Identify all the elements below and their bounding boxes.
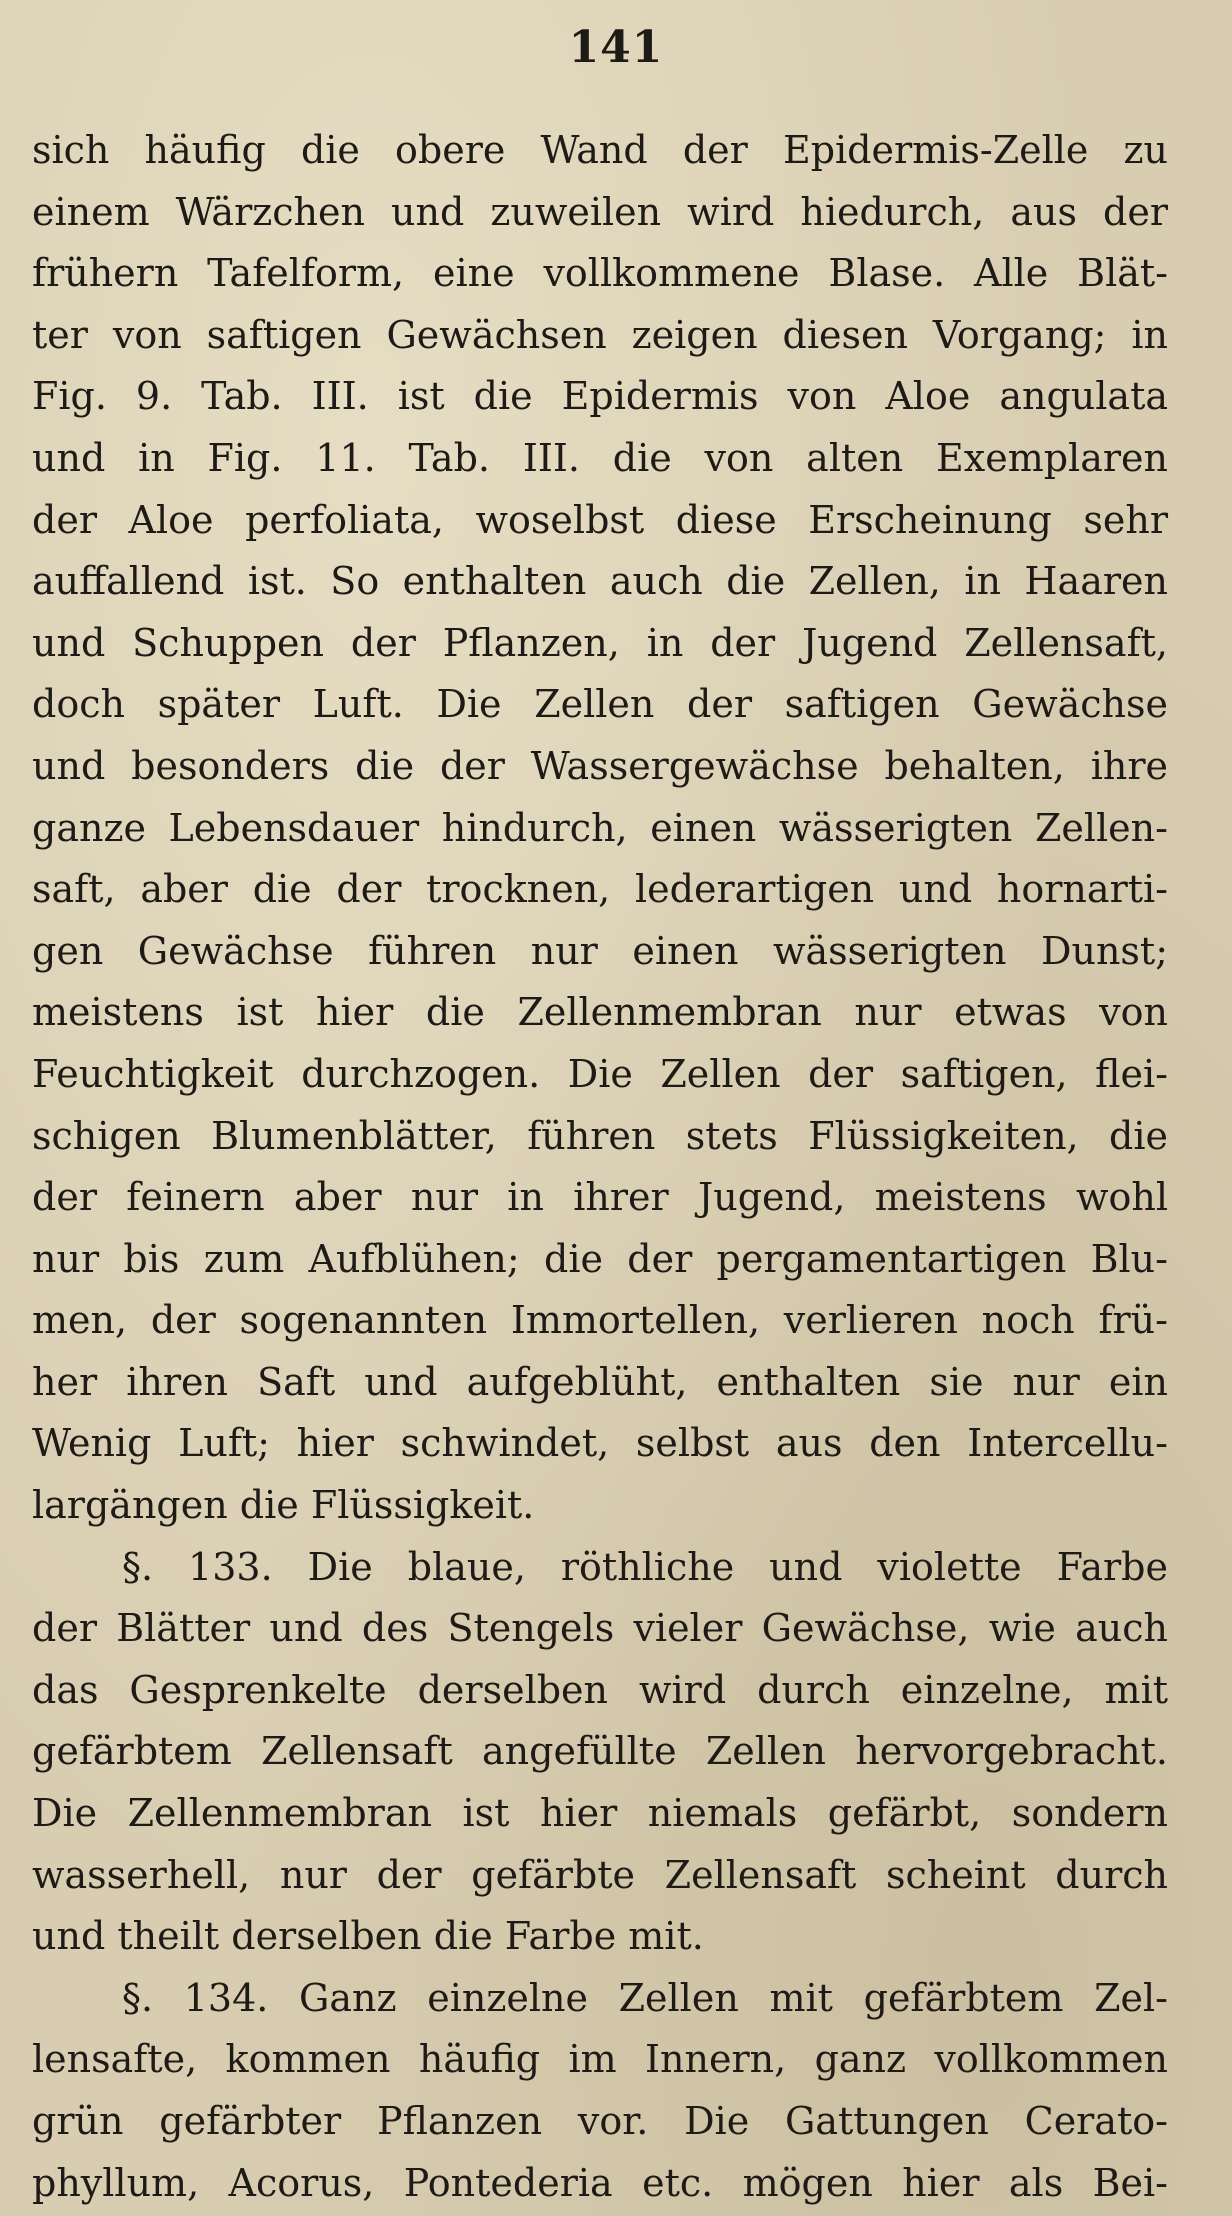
text-line: und theilt derselben die Farbe mit. bbox=[32, 1914, 704, 1959]
text-line: frühern Tafelform, eine vollkommene Blase. Alle Blät- bbox=[32, 251, 1168, 296]
text-line: Feuchtigkeit durchzogen. Die Zellen der saftigen, flei- bbox=[32, 1051, 1168, 1096]
text-line: Die Zellenmembran ist hier niemals gefärbt, sondern bbox=[32, 1791, 1168, 1836]
text-line: grün gefärbter Pflanzen vor. Die Gattungen Cerato- bbox=[32, 2099, 1168, 2143]
text-line: §. 133. Die blaue, röthliche und violette Farbe bbox=[122, 1544, 1168, 1589]
text-line: schigen Blumenblätter, führen stets Flüssigkeiten, die bbox=[32, 1113, 1168, 1158]
text-line: und Schuppen der Pflanzen, in der Jugend Zellensaft, bbox=[32, 620, 1168, 665]
text-line: der Blätter und des Stengels vieler Gewächse, wie auch bbox=[32, 1606, 1168, 1651]
text-line: gefärbtem Zellensaft angefüllte Zellen hervorgebracht. bbox=[32, 1729, 1168, 1774]
text-line: der feinern aber nur in ihrer Jugend, meistens wohl bbox=[32, 1175, 1168, 1220]
text-line: phyllum, Acorus, Pontederia etc. mögen hier als Bei- bbox=[32, 2160, 1168, 2205]
text-line: lensafte, kommen häufig im Innern, ganz vollkommen bbox=[32, 2037, 1168, 2082]
text-line: doch später Luft. Die Zellen der saftigen Gewächse bbox=[32, 682, 1168, 727]
text-line: der Aloe perfoliata, woselbst diese Erscheinung sehr bbox=[32, 497, 1168, 542]
text-line: ganze Lebensdauer hindurch, einen wässerigten Zellen- bbox=[32, 805, 1168, 850]
text-line: sich häufig die obere Wand der Epidermis-Zelle zu bbox=[32, 128, 1168, 172]
text-line: men, der sogenannten Immortellen, verlieren noch frü- bbox=[32, 1298, 1168, 1343]
text-line: Fig. 9. Tab. III. ist die Epidermis von Aloe angulata bbox=[32, 374, 1168, 419]
text-line: Wenig Luft; hier schwindet, selbst aus den Intercellu- bbox=[32, 1421, 1168, 1466]
text-line: ter von saftigen Gewächsen zeigen diesen Vorgang; in bbox=[32, 312, 1168, 357]
text-line: largängen die Flüssigkeit. bbox=[32, 1483, 535, 1528]
text-line: her ihren Saft und aufgeblüht, enthalten sie nur ein bbox=[32, 1359, 1168, 1404]
text-line: das Gesprenkelte derselben wird durch einzelne, mit bbox=[32, 1667, 1168, 1712]
text-line: §. 134. Ganz einzelne Zellen mit gefärbtem Zel- bbox=[122, 1975, 1168, 2020]
text-line: und besonders die der Wassergewächse behalten, ihre bbox=[32, 743, 1168, 788]
text-line: nur bis zum Aufblühen; die der pergamentartigen Blu- bbox=[32, 1236, 1168, 1281]
body-text bbox=[32, 120, 1168, 2214]
text-line: und in Fig. 11. Tab. III. die von alten Exemplaren bbox=[32, 435, 1168, 480]
text-line: einem Wärzchen und zuweilen wird hiedurch, aus der bbox=[32, 189, 1168, 234]
text-line: auffallend ist. So enthalten auch die Zellen, in Haaren bbox=[32, 559, 1168, 604]
text-line: wasserhell, nur der gefärbte Zellensaft scheint durch bbox=[32, 1852, 1168, 1897]
text-line: saft, aber die der trocknen, lederartigen und hornarti- bbox=[32, 867, 1168, 912]
text-line: meistens ist hier die Zellenmembran nur etwas von bbox=[32, 990, 1168, 1035]
page-number: 141 bbox=[568, 22, 664, 73]
text-line: gen Gewächse führen nur einen wässerigten Dunst; bbox=[32, 928, 1168, 973]
